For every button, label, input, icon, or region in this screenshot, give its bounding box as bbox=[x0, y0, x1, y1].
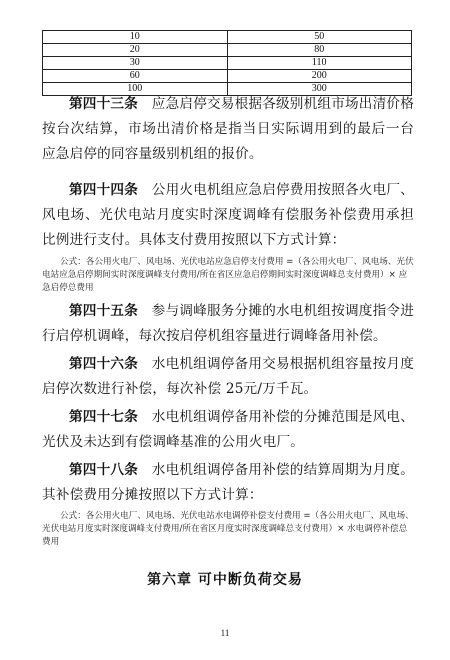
article-44 bbox=[42, 178, 414, 253]
table-row bbox=[43, 70, 412, 83]
formula-44: 公式：各公用火电厂、风电场、光伏电站应急启停支付费用 =（各公用火电厂、风电场、光伏电站应急启停期间实时深度调峰支付费用/所在省区应急启停期间实时深度调峰总支付费用）× 应急启停总费用 bbox=[42, 257, 414, 293]
compensation-table bbox=[42, 30, 412, 96]
table-cell: 110 bbox=[227, 57, 412, 70]
article-text: 公用火电机组应急启停费用按照各火电厂、风电场、光伏电站月度实时深度调峰有偿服务补偿费用承担比例进行支付。具体支付费用按照以下方式计算： bbox=[42, 182, 414, 248]
article-number: 第四十三条 bbox=[69, 96, 138, 112]
article-text: 水电机组调停备用补偿的结算周期为月度。其补偿费用分摊按照以下方式计算： bbox=[42, 462, 414, 503]
table-row bbox=[43, 31, 412, 44]
table-cell: 20 bbox=[43, 44, 228, 57]
article-number: 第四十七条 bbox=[69, 409, 138, 425]
article-47 bbox=[42, 405, 414, 455]
article-number: 第四十四条 bbox=[69, 182, 138, 198]
table-row bbox=[43, 44, 412, 57]
table-row bbox=[43, 57, 412, 70]
article-number: 第四十五条 bbox=[69, 303, 138, 319]
table-cell: 10 bbox=[43, 31, 228, 44]
table-cell: 60 bbox=[43, 70, 228, 83]
table-cell: 80 bbox=[227, 44, 412, 57]
table-cell: 100 bbox=[43, 83, 228, 96]
article-43 bbox=[42, 92, 414, 167]
table-cell: 50 bbox=[227, 31, 412, 44]
article-48 bbox=[42, 458, 414, 508]
chapter-heading: 第六章 可中断负荷交易 bbox=[147, 572, 303, 588]
article-45 bbox=[42, 299, 414, 349]
article-text: 应急启停交易根据各级别机组市场出清价格按台次结算，市场出清价格是指当日实际调用到的最后一台应急启停的同容量级别机组的报价。 bbox=[42, 96, 414, 162]
page-number: 11 bbox=[220, 628, 230, 638]
article-text: 水电机组调停备用交易根据机组容量按月度启停次数进行补偿，每次补偿 25元/万千瓦。 bbox=[42, 356, 414, 397]
table-cell: 30 bbox=[43, 57, 228, 70]
article-number: 第四十八条 bbox=[69, 462, 138, 478]
table-cell: 300 bbox=[227, 83, 412, 96]
article-text: 水电机组调停备用补偿的分摊范围是风电、光伏及未达到有偿调峰基准的公用火电厂。 bbox=[42, 409, 414, 450]
article-number: 第四十六条 bbox=[69, 356, 138, 372]
article-text: 参与调峰服务分摊的水电机组按调度指令进行启停机调峰，每次按启停机组容量进行调峰备用补偿。 bbox=[42, 303, 414, 344]
article-46 bbox=[42, 352, 414, 402]
formula-48: 公式：各公用火电厂、风电场、光伏电站水电调停补偿支付费用 =（各公用火电厂、风电场、光伏电站月度实时深度调峰支付费用/所在省区月度实时深度调峰总支付费用）× 水电调停补偿总费用 bbox=[42, 511, 414, 547]
table-cell: 200 bbox=[227, 70, 412, 83]
